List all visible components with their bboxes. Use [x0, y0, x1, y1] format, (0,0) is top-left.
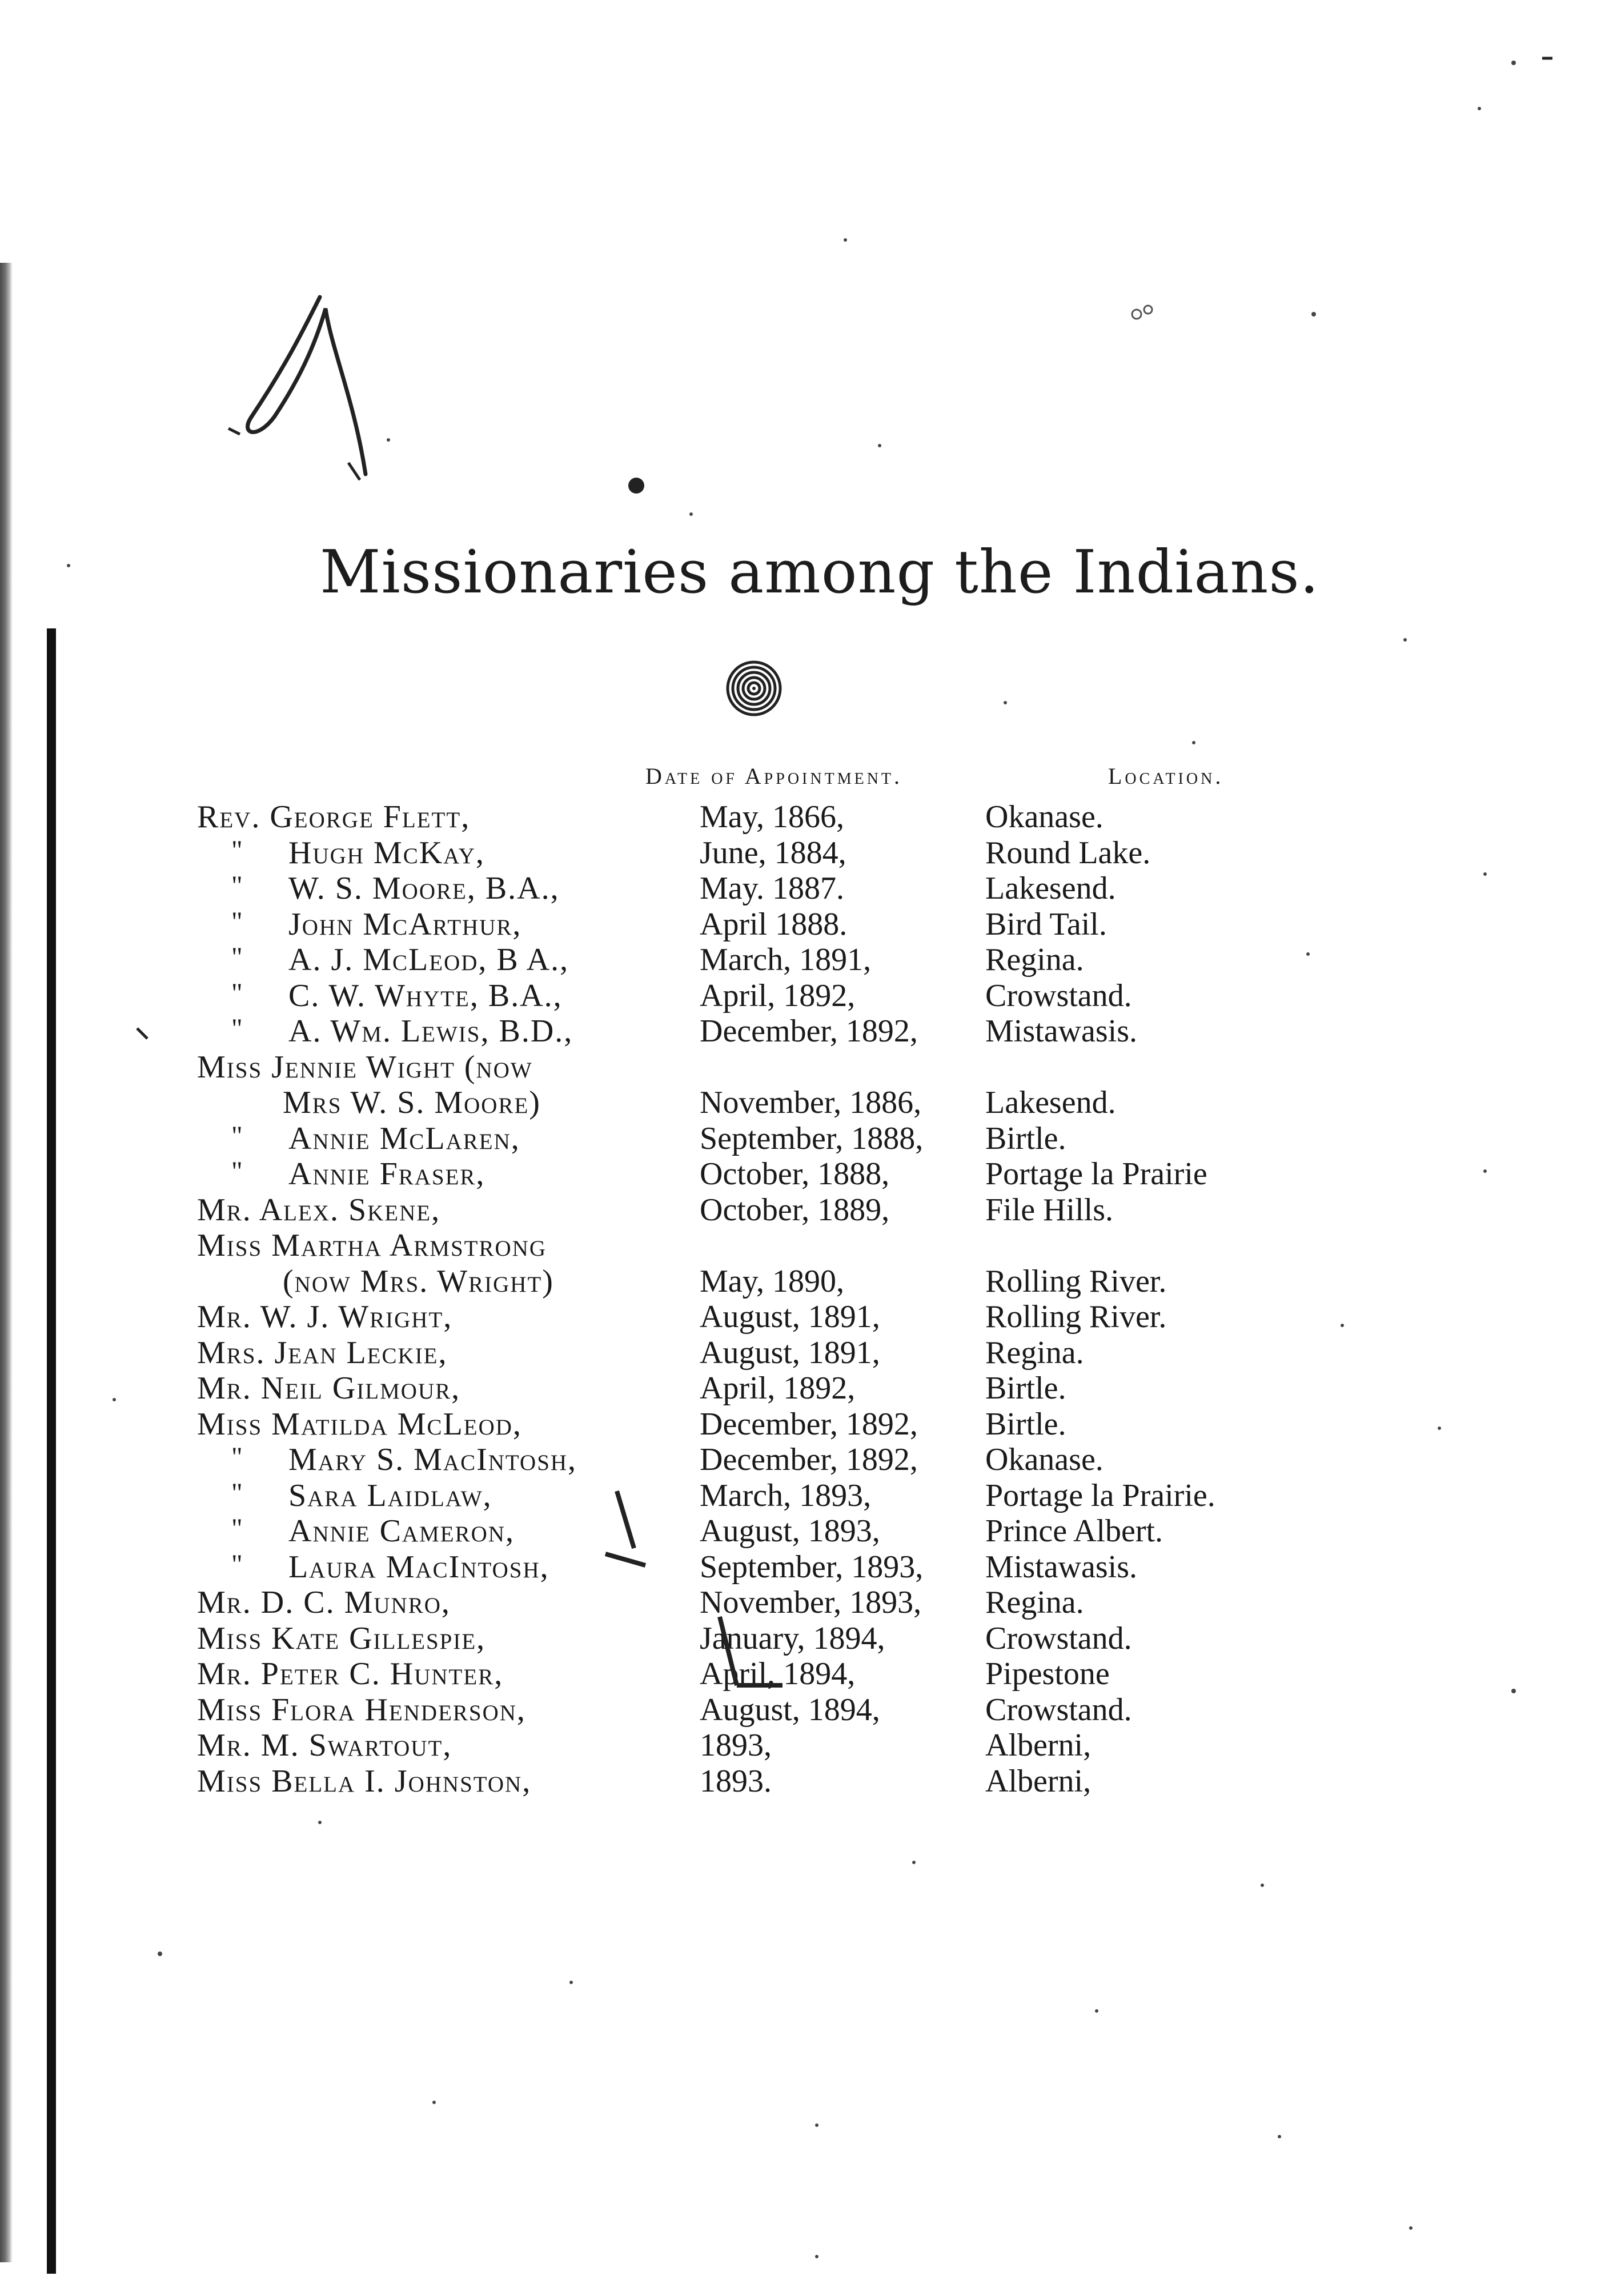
missionary-name: Mr. Alex. Skene,: [197, 1192, 441, 1228]
ditto-mark: ": [231, 1442, 243, 1472]
missionary-name: W. S. Moore, B.A.,: [288, 871, 560, 906]
location: Rolling River.: [985, 1263, 1167, 1299]
location: Birtle.: [985, 1371, 1066, 1406]
appointment-date: August, 1894,: [700, 1692, 880, 1728]
missionary-name: Miss Jennie Wight (now: [197, 1049, 533, 1085]
location: Crowstand.: [985, 977, 1132, 1013]
missionary-name: Rev. George Flett,: [197, 799, 471, 835]
appointment-date: August, 1891,: [700, 1299, 880, 1335]
appointment-date: November, 1893,: [700, 1585, 922, 1620]
location: Prince Albert.: [985, 1513, 1163, 1549]
appointment-date: March, 1893,: [700, 1477, 872, 1513]
appointment-date: October, 1889,: [700, 1192, 890, 1228]
missionary-name: Laura MacIntosh,: [288, 1549, 549, 1585]
appointment-date: December, 1892,: [700, 1406, 918, 1442]
appointment-date: April, 1892,: [700, 977, 856, 1013]
appointment-date: September, 1888,: [700, 1120, 924, 1156]
ditto-mark: ": [231, 1156, 243, 1187]
appointment-date: January, 1894,: [700, 1620, 885, 1656]
appointment-date: September, 1893,: [700, 1549, 924, 1585]
location: Crowstand.: [985, 1620, 1132, 1656]
missionary-name: A. Wm. Lewis, B.D.,: [288, 1013, 573, 1049]
appointment-date: October, 1888,: [700, 1156, 890, 1192]
appointment-date: May. 1887.: [700, 871, 845, 906]
column-header-location: Location.: [1108, 763, 1224, 789]
ditto-mark: ": [231, 1013, 243, 1044]
ditto-mark: ": [231, 1549, 243, 1580]
ditto-mark: ": [231, 1477, 243, 1508]
missionary-name: Mrs. Jean Leckie,: [197, 1335, 448, 1371]
missionary-name: Annie Fraser,: [288, 1156, 485, 1192]
ditto-mark: ": [231, 871, 243, 901]
missionary-name: Annie McLaren,: [288, 1120, 520, 1156]
missionary-name: John McArthur,: [288, 906, 522, 942]
appointment-date: August, 1893,: [700, 1513, 880, 1549]
location: Alberni,: [985, 1728, 1092, 1763]
location: Regina.: [985, 1335, 1084, 1371]
column-header-date: Date of Appointment.: [645, 763, 903, 789]
appointment-date: April 1888.: [700, 906, 848, 942]
location: Portage la Prairie.: [985, 1477, 1215, 1513]
appointment-date: December, 1892,: [700, 1442, 918, 1477]
location: Lakesend.: [985, 1085, 1116, 1120]
missionary-name: Miss Bella I. Johnston,: [197, 1763, 532, 1799]
location: Bird Tail.: [985, 906, 1107, 942]
location: Okanase.: [985, 1442, 1104, 1477]
location: Mistawasis.: [985, 1549, 1137, 1585]
missionary-name: Hugh McKay,: [288, 835, 485, 871]
location: Lakesend.: [985, 871, 1116, 906]
ditto-mark: ": [231, 1120, 243, 1151]
appointment-date: May, 1890,: [700, 1263, 845, 1299]
missionary-name: A. J. McLeod, B A.,: [288, 942, 569, 977]
ditto-mark: ": [231, 1513, 243, 1544]
ditto-mark: ": [231, 942, 243, 972]
appointment-date: 1893,: [700, 1728, 772, 1763]
missionary-name-continued: (now Mrs. Wright): [283, 1263, 554, 1299]
missionary-name: Miss Flora Henderson,: [197, 1692, 526, 1728]
ditto-mark: ": [231, 835, 243, 865]
ditto-mark: ": [231, 906, 243, 937]
missionary-name: Mr. W. J. Wright,: [197, 1299, 453, 1335]
missionary-name: Mary S. MacIntosh,: [288, 1442, 577, 1477]
missionary-name: Miss Matilda McLeod,: [197, 1406, 522, 1442]
appointment-date: May, 1866,: [700, 799, 845, 835]
missionary-name: Mr. Neil Gilmour,: [197, 1371, 461, 1406]
missionary-name: Miss Kate Gillespie,: [197, 1620, 486, 1656]
location: Birtle.: [985, 1120, 1066, 1156]
location: Regina.: [985, 1585, 1084, 1620]
missionary-name-continued: Mrs W. S. Moore): [283, 1085, 541, 1120]
missionary-name: Annie Cameron,: [288, 1513, 515, 1549]
appointment-date: June, 1884,: [700, 835, 846, 871]
location: Mistawasis.: [985, 1013, 1137, 1049]
location: Portage la Prairie: [985, 1156, 1207, 1192]
appointment-date: 1893.: [700, 1763, 772, 1799]
appointment-date: August, 1891,: [700, 1335, 880, 1371]
ditto-mark: ": [231, 977, 243, 1008]
missionary-name: Sara Laidlaw,: [288, 1477, 492, 1513]
missionary-name: Miss Martha Armstrong: [197, 1228, 547, 1263]
location: Pipestone: [985, 1656, 1110, 1692]
location: Birtle.: [985, 1406, 1066, 1442]
location: Okanase.: [985, 799, 1104, 835]
appointment-date: November, 1886,: [700, 1085, 922, 1120]
location: Round Lake.: [985, 835, 1151, 871]
missionary-name: C. W. Whyte, B.A.,: [288, 977, 563, 1013]
page-title: Missionaries among the Indians.: [320, 537, 1319, 607]
location: Rolling River.: [985, 1299, 1167, 1335]
appointment-date: April, 1892,: [700, 1371, 856, 1406]
missionary-name: Mr. Peter C. Hunter,: [197, 1656, 504, 1692]
location: Alberni,: [985, 1763, 1092, 1799]
appointment-date: March, 1891,: [700, 942, 872, 977]
missionary-name: Mr. M. Swartout,: [197, 1728, 452, 1763]
appointment-date: April, 1894,: [700, 1656, 856, 1692]
appointment-date: December, 1892,: [700, 1013, 918, 1049]
location: File Hills.: [985, 1192, 1114, 1228]
missionary-name: Mr. D. C. Munro,: [197, 1585, 451, 1620]
location: Crowstand.: [985, 1692, 1132, 1728]
location: Regina.: [985, 942, 1084, 977]
